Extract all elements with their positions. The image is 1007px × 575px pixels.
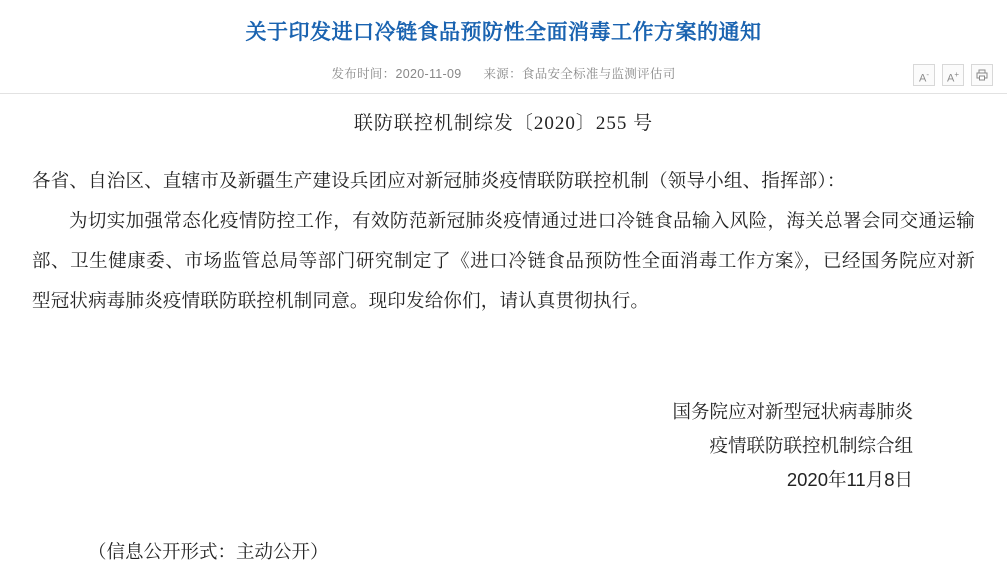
- document-header: [0, 0, 1007, 82]
- signature-date: 2020年11月8日: [786, 469, 913, 490]
- increase-font-label: A: [946, 72, 955, 85]
- signature-line-1: 国务院应对新型冠状病毒肺炎: [672, 401, 913, 422]
- signature-block: [32, 395, 975, 497]
- source: [484, 64, 676, 82]
- printer-icon: [976, 69, 988, 81]
- document-meta: [0, 64, 1007, 82]
- decrease-font-button[interactable]: [913, 64, 935, 86]
- signature-line-2: 疫情联防联控机制综合组: [709, 435, 913, 456]
- publish-time-value: 2020-11-09: [395, 67, 462, 81]
- decrease-font-sup: -: [926, 70, 929, 79]
- document-body: [0, 108, 1007, 497]
- publish-time: [331, 64, 461, 82]
- increase-font-sup: +: [954, 70, 959, 79]
- print-button[interactable]: [971, 64, 993, 86]
- source-value: 食品安全标准与监测评估司: [521, 67, 676, 81]
- disclosure-note: （信息公开形式：主动公开）: [88, 541, 329, 562]
- source-label: 来源：: [483, 67, 522, 81]
- decrease-font-label: A: [918, 72, 927, 85]
- header-divider: [0, 93, 1007, 94]
- paragraph-addressee: 各省、自治区、直辖市及新疆生产建设兵团应对新冠肺炎疫情联防联控机制（领导小组、指挥部）：: [32, 170, 846, 191]
- document-toolbar: [913, 64, 993, 86]
- page-title: 关于印发进口冷链食品预防性全面消毒工作方案的通知: [245, 21, 762, 44]
- publish-time-label: 发布时间：: [331, 67, 396, 81]
- document-number: 联防联控机制综发〔2020〕255 号: [353, 113, 654, 134]
- increase-font-button[interactable]: [942, 64, 964, 86]
- paragraph-main: 为切实加强常态化疫情防控工作，有效防范新冠肺炎疫情通过进口冷链食品输入风险，海关总署会同交通运输部、卫生健康委、市场监管总局等部门研究制定了《进口冷链食品预防性全面消毒工作方案》，已经国务院应对新型冠状病毒肺炎疫情联防联控机制同意。现印发给你们，请认真贯彻执行。: [32, 210, 975, 311]
